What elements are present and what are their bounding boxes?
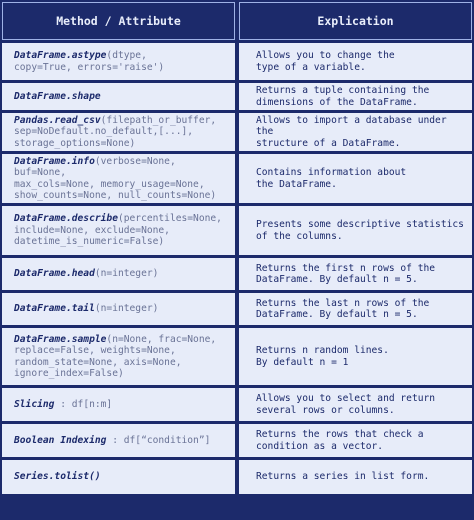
table-row-method: Pandas.read_csv(filepath_or_buffer, sep=NoDefault.no_default,[...], storage_options=None) <box>2 113 235 151</box>
table-row-description: Returns n random lines. By default n = 1 <box>239 328 472 385</box>
header-method-attribute: Method / Attribute <box>2 2 235 40</box>
table-row-description: Returns the first n rows of the DataFrame. By default n = 5. <box>239 258 472 290</box>
table-row-method: DataFrame.tail(n=integer) <box>2 293 235 325</box>
table-row-method: Slicing : df[n:m] <box>2 388 235 421</box>
table-row-description: Returns a series in list form. <box>239 460 472 494</box>
header-explication: Explication <box>239 2 472 40</box>
table-row-method: Boolean Indexing : df[“condition”] <box>2 424 235 457</box>
table-row-description: Returns the last n rows of the DataFrame. By default n = 5. <box>239 293 472 325</box>
table-row-method: DataFrame.shape <box>2 83 235 110</box>
table-row-description: Allows to import a database under the structure of a DataFrame. <box>239 113 472 151</box>
table-row-description: Returns a tuple containing the dimensions of the DataFrame. <box>239 83 472 110</box>
table-row-description: Returns the rows that check a condition as a vector. <box>239 424 472 457</box>
table-row-method: DataFrame.info(verbose=None, buf=None, max_cols=None, memory_usage=None, show_counts=None, null_counts=None) <box>2 154 235 203</box>
table-row-method: Series.tolist() <box>2 460 235 494</box>
table-row-description: Contains information about the DataFrame. <box>239 154 472 203</box>
table-row-method: DataFrame.sample(n=None, frac=None, replace=False, weights=None, random_state=None, axis=None, ignore_index=False) <box>2 328 235 385</box>
table-row-method: DataFrame.describe(percentiles=None, include=None, exclude=None, datetime_is_numeric=False) <box>2 206 235 255</box>
table-row-method: DataFrame.astype(dtype, copy=True, errors='raise') <box>2 43 235 80</box>
table-row-description: Allows you to change the type of a variable. <box>239 43 472 80</box>
table-row-description: Allows you to select and return several rows or columns. <box>239 388 472 421</box>
table-row-description: Presents some descriptive statistics of the columns. <box>239 206 472 255</box>
table-row-method: DataFrame.head(n=integer) <box>2 258 235 290</box>
